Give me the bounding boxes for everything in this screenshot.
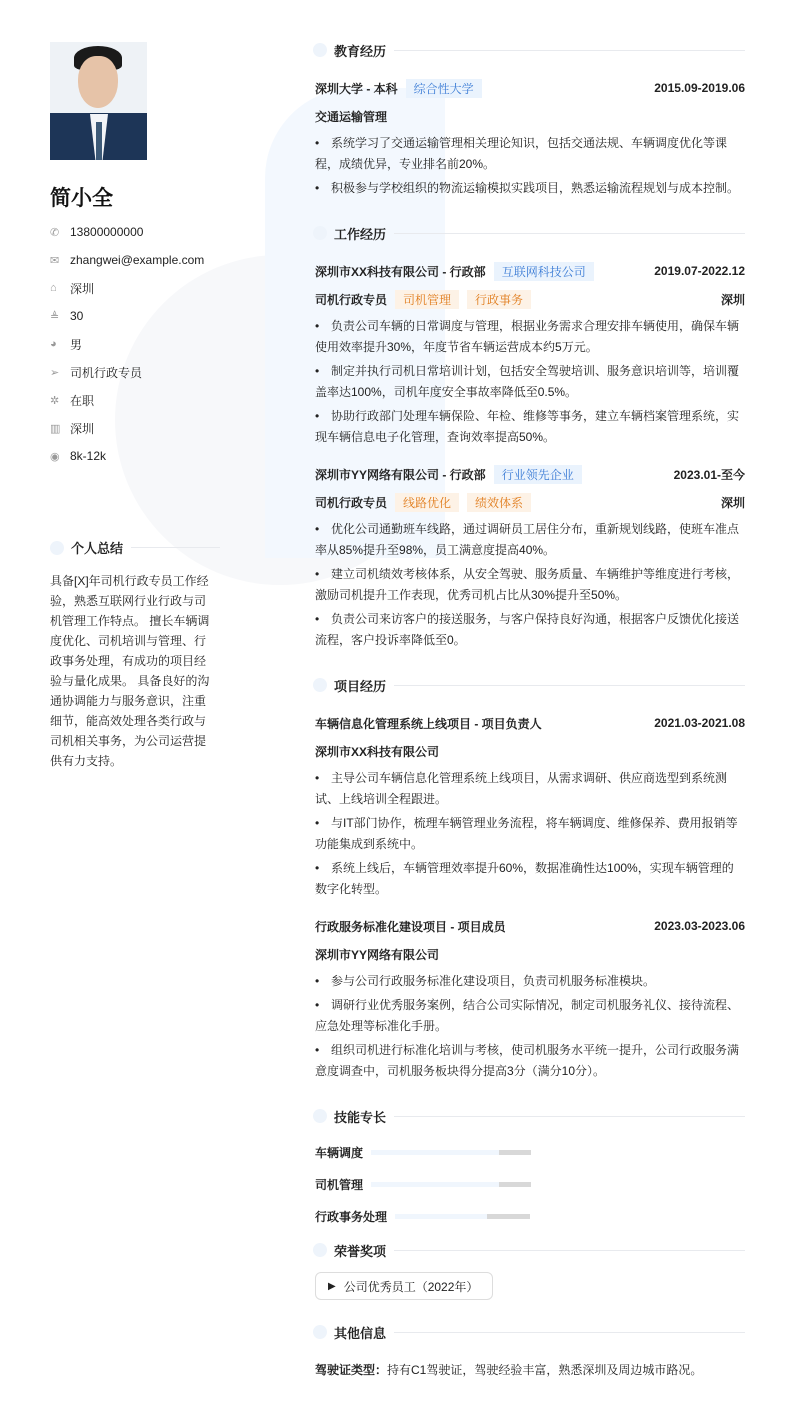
entry-sub-row [315, 940, 745, 968]
entry-subtitle: 司机行政专员 [315, 292, 388, 307]
info-row [50, 386, 220, 414]
entry-title: 深圳大学 - 本科 [315, 81, 398, 96]
divider [394, 1116, 745, 1117]
section-dot-icon [50, 541, 64, 555]
entry-date: 2023.03-2023.06 [654, 919, 745, 933]
bullet-icon: • [315, 612, 320, 626]
info-row [50, 218, 220, 246]
bullet-icon: • [315, 364, 320, 378]
divider [394, 1332, 745, 1333]
bullet-text: 积极参与学校组织的物流运输模拟实践项目，熟悉运输流程规划与成本控制。 [331, 181, 740, 195]
entry-subtitle: 司机行政专员 [315, 495, 388, 510]
work-section [315, 223, 745, 651]
section-dot-icon [313, 678, 327, 692]
bullet-text: 参与公司行政服务标准化建设项目，负责司机服务标准模块。 [331, 974, 656, 988]
info-row [50, 358, 220, 386]
gender-icon: ◕ [50, 338, 57, 350]
skill-item [315, 1200, 530, 1232]
bullet-icon: • [315, 861, 320, 875]
other-label: 驾驶证类型： [315, 1363, 388, 1377]
projects-entry [315, 709, 745, 900]
bullet-text: 系统上线后，车辆管理效率提升60%，数据准确性达100%，实现车辆管理的数字化转型。 [315, 861, 734, 896]
entry-title: 深圳市XX科技有限公司 - 行政部 [315, 264, 486, 279]
projects-title: 项目经历 [334, 678, 387, 694]
bullet-icon: • [315, 409, 320, 423]
divider [394, 1250, 745, 1251]
info-value: 8k-12k [70, 449, 107, 463]
other-section [315, 1322, 745, 1380]
entry-title-row [315, 460, 745, 488]
divider [131, 547, 220, 548]
bullet-item [315, 564, 745, 606]
bullet-item [315, 813, 745, 855]
entry-title-row [315, 74, 745, 102]
education-list [315, 74, 745, 199]
entry-title-row [315, 257, 745, 285]
section-dot-icon [313, 1243, 327, 1257]
bullet-item [315, 995, 745, 1037]
skills-header [313, 1106, 745, 1126]
entry-subtitle: 深圳市YY网络有限公司 [315, 947, 440, 962]
other-info-row [315, 1360, 745, 1380]
divider [394, 233, 745, 234]
entry-title: 车辆信息化管理系统上线项目 - 项目负责人 [315, 716, 542, 731]
mail-icon: ✉ [50, 254, 60, 267]
bullet-text: 系统学习了交通运输管理相关理论知识，包括交通法规、车辆调度优化等课程，成绩优异，专业排名前20%。 [315, 136, 728, 171]
entry-title-row [315, 912, 745, 940]
entry-sub-row [315, 488, 745, 516]
bullet-icon: • [315, 522, 320, 536]
summary-title: 个人总结 [71, 541, 124, 556]
entry-tag: 行业领先企业 [494, 465, 582, 484]
bullet-icon: • [315, 567, 320, 581]
info-value: 深圳 [70, 421, 95, 436]
summary-header [50, 538, 220, 557]
award-text: 公司优秀员工（2022年） [343, 1279, 479, 1294]
work-entry [315, 257, 745, 448]
skill-bar [395, 1214, 530, 1219]
other-title: 其他信息 [334, 1325, 387, 1341]
skill-bar-fill [395, 1214, 487, 1219]
bullet-text: 主导公司车辆信息化管理系统上线项目，从需求调研、供应商选型到系统测试、上线培训全程跟进。 [315, 771, 728, 806]
bullet-item [315, 971, 745, 992]
award-item[interactable] [315, 1272, 493, 1300]
entry-title: 行政服务标准化建设项目 - 项目成员 [315, 919, 506, 934]
phone-icon: ✆ [50, 226, 60, 239]
entry-location: 深圳 [720, 292, 745, 307]
section-dot-icon [313, 1109, 327, 1123]
bullet-item [315, 133, 745, 175]
awards-section [315, 1240, 745, 1300]
home-icon: ⌂ [50, 282, 57, 294]
entry-title: 深圳市YY网络有限公司 - 行政部 [315, 467, 486, 482]
entry-subtag: 绩效体系 [467, 493, 531, 512]
salary-icon: ◉ [50, 450, 60, 463]
entry-tag: 综合性大学 [406, 79, 482, 98]
entry-sub-row [315, 102, 745, 130]
other-text: 持有C1驾驶证，驾驶经验丰富，熟悉深圳及周边城市路况。 [387, 1363, 703, 1377]
skill-bar [371, 1182, 531, 1187]
main-content [315, 40, 745, 1404]
divider [394, 685, 745, 686]
skill-name: 行政事务处理 [315, 1209, 388, 1224]
divider [394, 50, 745, 51]
skills-section [315, 1106, 745, 1232]
education-section [315, 40, 745, 199]
info-value: 男 [70, 337, 83, 352]
send-icon: ➢ [50, 366, 60, 379]
info-value: 30 [70, 309, 84, 323]
section-dot-icon [313, 1325, 327, 1339]
bullet-icon: • [315, 1043, 320, 1057]
bullet-icon: • [315, 319, 320, 333]
education-entry [315, 74, 745, 199]
status-icon: ✲ [50, 394, 60, 407]
age-icon: ≜ [50, 310, 60, 323]
bullet-icon: • [315, 816, 320, 830]
entry-tag: 互联网科技公司 [494, 262, 594, 281]
summary-text: 具备[X]年司机行政专员工作经验，熟悉互联网行业行政与司机管理工作特点。 擅长车辆调度优化、司机培训与管理、行政事务处理，有成功的项目经验与量化成果。 具备良好的沟通协调能力与服务意识，注重细节，能高效处理各类行政与司机相关事务，为公司运营提供有力支持。 [50, 574, 210, 768]
skills-title: 技能专长 [334, 1109, 387, 1125]
entry-date: 2021.03-2021.08 [654, 716, 745, 730]
bullet-icon: • [315, 974, 320, 988]
entry-sub-row [315, 737, 745, 765]
projects-list [315, 709, 745, 1082]
bullet-text: 组织司机进行标准化培训与考核，使司机服务水平统一提升，公司行政服务满意度调查中，司机服务板块得分提高3分（满分10分）。 [315, 1043, 740, 1078]
info-row [50, 246, 220, 274]
projects-entry [315, 912, 745, 1082]
work-title: 工作经历 [334, 226, 387, 242]
projects-section [315, 675, 745, 1082]
bullet-item [315, 178, 745, 199]
awards-header [313, 1240, 745, 1260]
candidate-name: 简小全 [50, 187, 113, 210]
bullet-text: 与IT部门协作，梳理车辆管理业务流程，将车辆调度、维修保养、费用报销等功能集成到系统中。 [315, 816, 738, 851]
skill-item [315, 1168, 531, 1200]
bullet-icon: • [315, 771, 320, 785]
entry-date: 2015.09-2019.06 [654, 81, 745, 95]
info-row [50, 274, 220, 302]
entry-subtag: 司机管理 [395, 290, 459, 309]
bullet-icon: • [315, 181, 320, 195]
section-dot-icon [313, 43, 327, 57]
awards-title: 荣誉奖项 [334, 1243, 387, 1259]
building-icon: ▥ [50, 422, 61, 435]
bullet-text: 负责公司车辆的日常调度与管理，根据业务需求合理安排车辆使用，确保车辆使用效率提升30%，年度节省车辆运营成本约5万元。 [315, 319, 740, 354]
bullet-text: 协助行政部门处理车辆保险、年检、维修等事务，建立车辆档案管理系统，实现车辆信息电子化管理，查询效率提高50%。 [315, 409, 740, 444]
contact-info [50, 218, 220, 470]
bullet-text: 优化公司通勤班车线路，通过调研员工居住分布，重新规划线路，使班车准点率从85%提升至98%，员工满意度提高40%。 [315, 522, 740, 557]
bullet-item [315, 361, 745, 403]
bullet-item [315, 316, 745, 358]
bullet-item [315, 768, 745, 810]
bullet-item [315, 519, 745, 561]
bullet-item [315, 1040, 745, 1082]
education-title: 教育经历 [334, 43, 387, 59]
info-row [50, 302, 220, 330]
work-header [313, 223, 745, 243]
entry-date: 2023.01-至今 [673, 467, 745, 482]
entry-subtitle: 交通运输管理 [315, 109, 388, 124]
entry-title-row [315, 709, 745, 737]
info-value: zhangwei@example.com [70, 253, 205, 267]
education-header [313, 40, 745, 60]
skill-item [315, 1136, 531, 1168]
bullet-text: 负责公司来访客户的接送服务，与客户保持良好沟通，根据客户反馈优化接送流程，客户投诉率降低至0。 [315, 612, 740, 647]
skill-bar-fill [371, 1182, 499, 1187]
bullet-item [315, 406, 745, 448]
entry-location: 深圳 [720, 495, 745, 510]
info-value: 深圳 [70, 281, 95, 296]
expand-triangle-icon[interactable]: ▶ [328, 1280, 336, 1292]
projects-header [313, 675, 745, 695]
info-row [50, 414, 220, 442]
work-entry [315, 460, 745, 651]
info-value: 13800000000 [70, 225, 144, 239]
entry-subtitle: 深圳市XX科技有限公司 [315, 744, 440, 759]
skills-list [315, 1136, 745, 1232]
skill-bar-fill [371, 1150, 499, 1155]
bullet-text: 调研行业优秀服务案例，结合公司实际情况，制定司机服务礼仪、接待流程、应急处理等标准化手册。 [315, 998, 740, 1033]
entry-date: 2019.07-2022.12 [654, 264, 745, 278]
avatar-photo [50, 42, 147, 160]
bullet-icon: • [315, 998, 320, 1012]
sidebar [50, 42, 220, 771]
info-value: 司机行政专员 [70, 365, 143, 380]
bullet-icon: • [315, 136, 320, 150]
entry-sub-row [315, 285, 745, 313]
entry-subtag: 行政事务 [467, 290, 531, 309]
skill-name: 司机管理 [315, 1177, 364, 1192]
section-dot-icon [313, 226, 327, 240]
bullet-text: 制定并执行司机日常培训计划，包括安全驾驶培训、服务意识培训等，培训覆盖率达100%，司机年度安全事故率降低至0.5%。 [315, 364, 740, 399]
other-header [313, 1322, 745, 1342]
info-row [50, 442, 220, 470]
bullet-text: 建立司机绩效考核体系，从安全驾驶、服务质量、车辆维护等维度进行考核，激励司机提升工作表现，优秀司机占比从30%提升至50%。 [315, 567, 740, 602]
info-row [50, 330, 220, 358]
info-value: 在职 [70, 393, 95, 408]
entry-subtag: 线路优化 [395, 493, 459, 512]
skill-bar [371, 1150, 531, 1155]
skill-name: 车辆调度 [315, 1145, 364, 1160]
work-list [315, 257, 745, 651]
bullet-item [315, 858, 745, 900]
bullet-item [315, 609, 745, 651]
